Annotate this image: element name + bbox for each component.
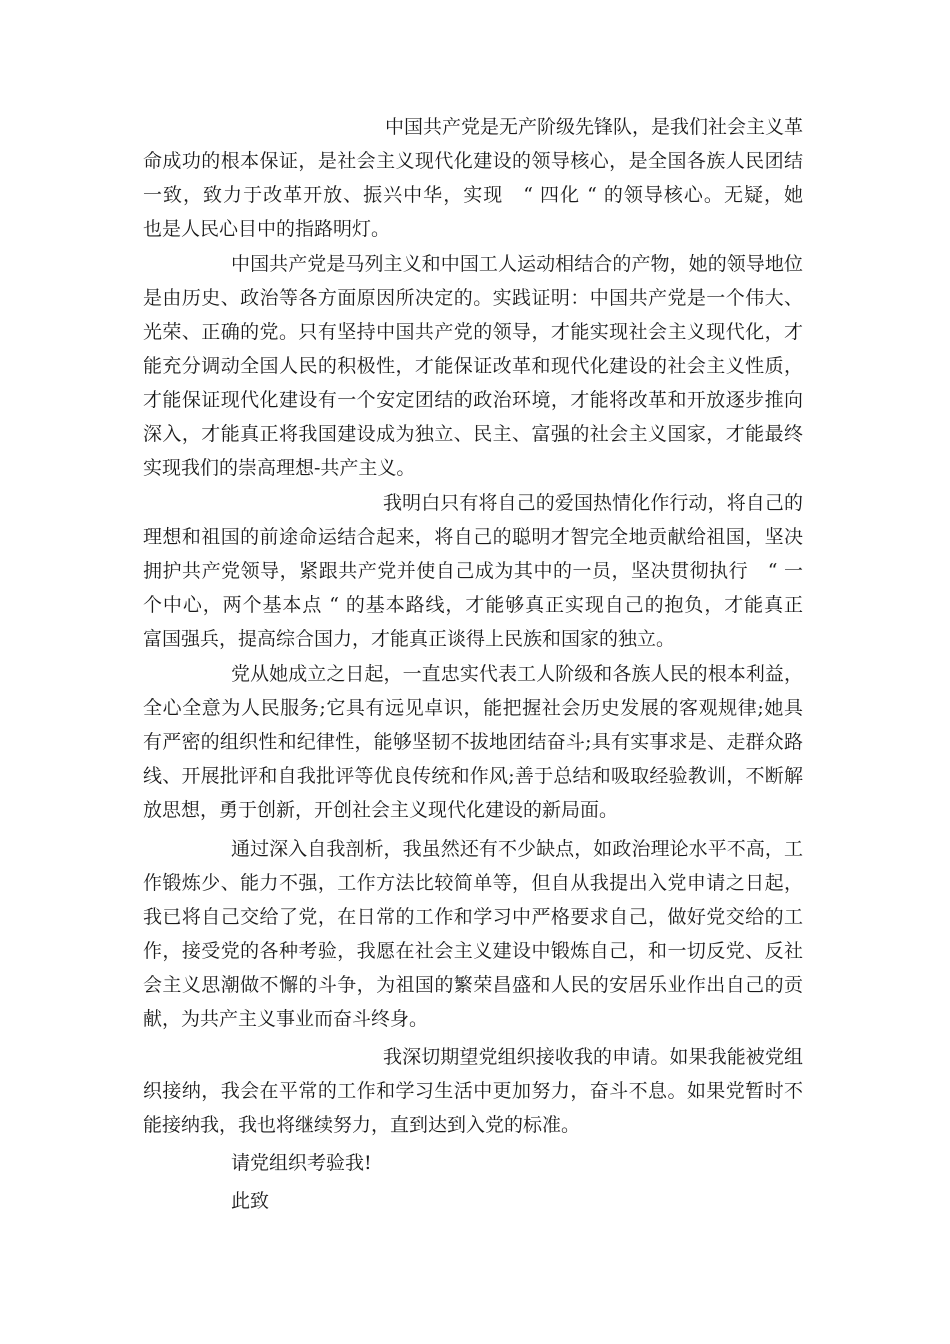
text-line: 有严密的组织性和纪律性，能够坚韧不拔地团结奋斗;具有实事求是、走群众路 [143, 731, 803, 753]
text-line: 全心全意为人民服务;它具有远见卓识，能把握社会历史发展的客观规律;她具 [143, 697, 803, 719]
text-line: 命成功的根本保证，是社会主义现代化建设的领导核心，是全国各族人民团结 [143, 150, 803, 172]
text-line: 也是人民心目中的指路明灯。 [143, 218, 391, 240]
text-line: 能接纳我，我也将继续努力，直到达到入党的标准。 [143, 1114, 581, 1136]
text-line: 请党组织考验我! [231, 1152, 372, 1174]
text-line: 光荣、正确的党。只有坚持中国共产党的领导，才能实现社会主义现代化，才 [143, 321, 803, 343]
text-line: 此致 [231, 1190, 270, 1212]
text-line: 深入，才能真正将我国建设成为独立、民主、富强的社会主义国家，才能最终 [143, 423, 803, 445]
text-line: 线、开展批评和自我批评等优良传统和作风;善于总结和吸取经验教训，不断解 [143, 765, 803, 787]
text-line: 党从她成立之日起，一直忠实代表工人阶级和各族人民的根本利益， [231, 663, 803, 685]
text-line: 中国共产党是无产阶级先锋队，是我们社会主义革 [385, 116, 803, 138]
text-line: 一致，致力于改革开放、振兴中华，实现 “ 四化 “ 的领导核心。无疑，她 [143, 184, 803, 206]
text-line: 个中心，两个基本点 “ 的基本路线，才能够真正实现自己的抱负，才能真正 [143, 594, 803, 616]
text-line: 能充分调动全国人民的积极性，才能保证改革和现代化建设的社会主义性质， [143, 355, 803, 377]
text-line: 放思想，勇于创新，开创社会主义现代化建设的新局面。 [143, 799, 619, 821]
text-line: 织接纳，我会在平常的工作和学习生活中更加努力，奋斗不息。如果党暂时不 [143, 1080, 803, 1102]
text-line: 是由历史、政治等各方面原因所决定的。实践证明：中国共产党是一个伟大、 [143, 287, 803, 309]
text-line: 我明白只有将自己的爱国热情化作行动，将自己的 [383, 492, 803, 514]
text-line: 会主义思潮做不懈的斗争，为祖国的繁荣昌盛和人民的安居乐业作出自己的贡 [143, 974, 803, 996]
text-line: 通过深入自我剖析，我虽然还有不少缺点，如政治理论水平不高，工 [231, 838, 803, 860]
text-line: 富国强兵，提高综合国力，才能真正谈得上民族和国家的独立。 [143, 628, 676, 650]
text-line: 作锻炼少、能力不强，工作方法比较简单等，但自从我提出入党申请之日起， [143, 872, 803, 894]
text-line: 献，为共产主义事业而奋斗终身。 [143, 1008, 429, 1030]
text-line: 我深切期望党组织接收我的申请。如果我能被党组 [383, 1046, 803, 1068]
text-line: 中国共产党是马列主义和中国工人运动相结合的产物，她的领导地位 [231, 253, 803, 275]
text-line: 理想和祖国的前途命运结合起来，将自己的聪明才智完全地贡献给祖国，坚决 [143, 526, 803, 548]
text-line: 作，接受党的各种考验，我愿在社会主义建设中锻炼自己，和一切反党、反社 [143, 940, 803, 962]
text-line: 拥护共产党领导，紧跟共产党并使自己成为其中的一员，坚决贯彻执行 “ 一 [143, 560, 803, 582]
text-line: 我已将自己交给了党，在日常的工作和学习中严格要求自己，做好党交给的工 [143, 906, 803, 928]
text-line: 才能保证现代化建设有一个安定团结的政治环境，才能将改革和开放逐步推向 [143, 389, 803, 411]
text-line: 实现我们的崇高理想-共产主义。 [143, 457, 416, 479]
